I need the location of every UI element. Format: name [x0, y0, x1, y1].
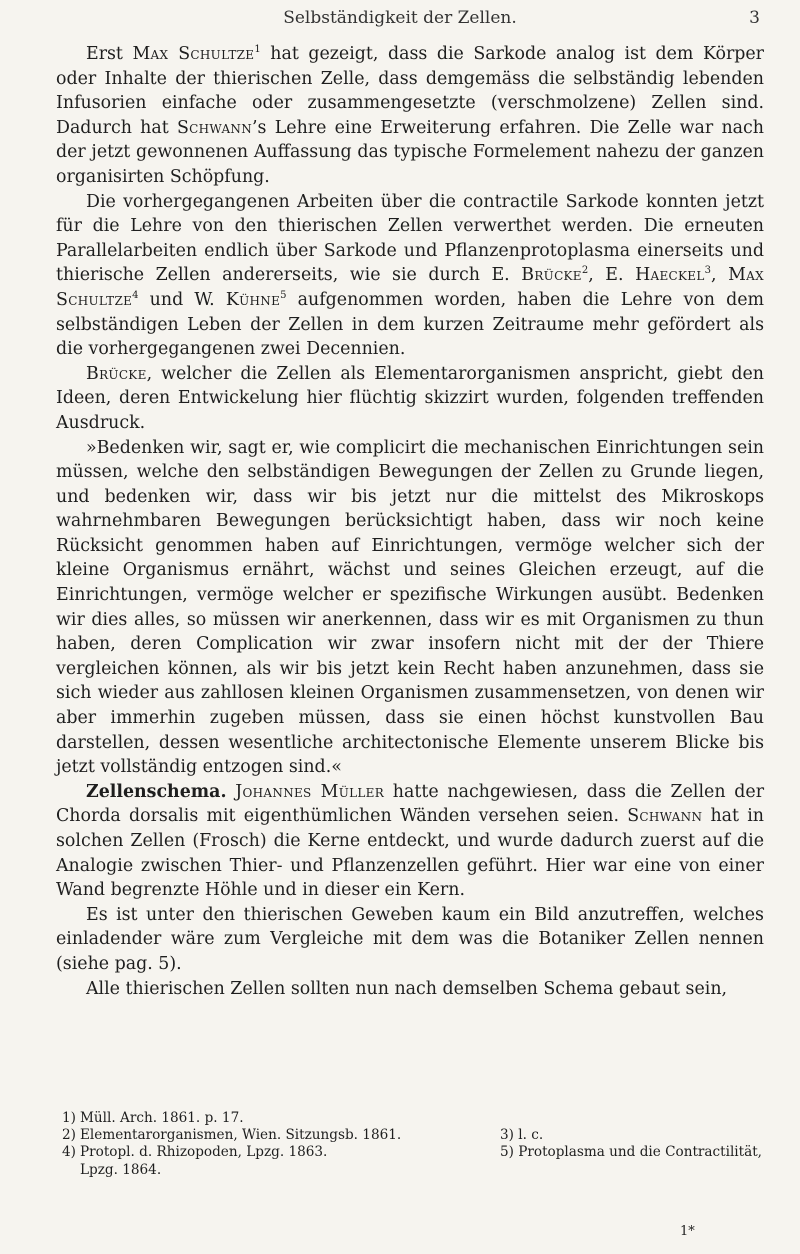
footnote-ref: 4 — [132, 290, 139, 302]
author-name: Haeckel — [635, 265, 705, 286]
footnote — [62, 1144, 762, 1161]
text-run: Es ist unter den thierischen Geweben kaum ein Bild anzutreffen, welches einladender wäre zum Vergleiche mit dem was die Botaniker Zellen nennen (siehe pag. 5). — [56, 904, 764, 974]
author-name: Brücke — [521, 265, 582, 286]
text-run: Erst — [86, 44, 133, 64]
sheet-signature: 1* — [680, 1224, 695, 1239]
footnote-text: Protopl. d. Rhizopoden, Lpzg. 1863. — [80, 1144, 328, 1161]
text-run: aufgenommen worden, haben die Lehre von dem selbständigen Leben der Zellen in dem kurzen Zeitraume mehr gefördert als die vorhergegangenen zwei Decennien. — [56, 289, 765, 360]
text-run: , welcher die Zellen als Elementarorganismen anspricht, giebt den Ideen, deren Entwickelung hier flüchtig skizzirt wurden, folgenden treffenden Ausdruck. — [56, 363, 764, 433]
author-name: Brücke — [86, 363, 147, 384]
author-name: Max Schultze — [132, 44, 255, 64]
text-run: ’s Lehre eine Erweiterung erfahren. Die Zelle war nach der jetzt gewonnenen Auffassung das typische Formelement nahezu der ganzen organisirten Schöpfung. — [56, 117, 764, 187]
paragraph — [56, 42, 764, 190]
text-run: und W. — [138, 289, 226, 310]
text-run: Alle thierischen Zellen sollten nun nach demselben Schema gebaut sein, — [86, 978, 728, 999]
paragraph — [56, 903, 764, 977]
paragraph — [56, 362, 764, 436]
footnote — [62, 1110, 762, 1127]
text-run: hatte nachgewiesen, dass die Zellen der Chorda dorsalis mit eigenthümlichen Wänden versehen seien. — [56, 781, 765, 827]
footnote-text: Elementarorganismen, Wien. Sitzungsb. 1861. — [80, 1127, 402, 1144]
footnote-number — [62, 1162, 80, 1179]
footnote-text: Lpzg. 1864. — [80, 1161, 162, 1178]
text-run: »Bedenken wir, sagt er, wie complicirt die mechanischen Einrichtungen sein müssen, welche den selbständigen Bewegungen der Zellen zu Grunde liegen, und bedenken wir, dass wir bis jetzt nur die mittelst des Mikroskops wahrnehmbaren Bewegungen berücksichtigt haben, dass wir noch keine Rücksicht genommen haben auf Einrichtungen, vermöge welcher sich der kleine Organismus ernährt, wächst und seines Gleichen erzeugt, auf die Einrichtungen, vermöge welcher er spezifische Wirkungen ausübt. Bedenken wir dies alles, so müssen wir anerkennen, dass wir es mit Organismen zu thun haben, deren Complication wir zwar insofern nicht mit der der Thiere vergleichen können, als wir bis jetzt kein Recht haben anzunehmen, dass sie sich wieder aus zahllosen kleinen Organismen zusammensetzen, von denen wir aber immerhin zugeben müssen, dass sie einen höchst kunstvollen Bau darstellen, dessen wesentliche architectonische Elemente unserem Blicke bis jetzt vollständig entzogen sind.« — [56, 437, 764, 778]
paragraph — [56, 780, 764, 903]
running-head: Selbständigkeit der Zellen. — [283, 8, 517, 28]
body-text — [56, 42, 764, 1001]
text-run — [227, 782, 236, 802]
page-number: 3 — [749, 8, 760, 28]
text-run: hat in solchen Zellen (Frosch) die Kerne entdeckt, und wurde dadurch zuerst auf die Analogie zwischen Thier- und Pflanzenzellen geführt. Hier war eine von einer Wand begrenzte Höhle und in dieser ein Kern. — [56, 806, 764, 901]
author-name: Schwann — [627, 806, 703, 827]
footnote-text: Müll. Arch. 1861. p. 17. — [80, 1110, 244, 1126]
footnote — [62, 1127, 762, 1144]
footnote — [62, 1162, 762, 1179]
paragraph — [56, 977, 764, 1002]
author-name: Johannes Müller — [235, 781, 385, 802]
paragraph — [56, 436, 764, 780]
paragraph — [56, 190, 764, 362]
footnote-ref: 5 — [280, 290, 287, 302]
footnote-ref: 1 — [254, 44, 261, 56]
footnote-ref: 3 — [704, 265, 712, 277]
author-name: Schwann — [176, 117, 253, 138]
footnote-ref: 2 — [581, 265, 589, 277]
footnote-number: 2) — [62, 1127, 76, 1144]
author-name: Kühne — [225, 289, 281, 310]
text-run: Die vorhergegangenen Arbeiten über die contractile Sarkode konnten jetzt für die Lehre von den thierischen Zellen verwerthet werden. Die erneuten Parallelarbeiten endlich über Sarkode und Pflanzenprotoplasma einerseits und thierische Zellen andererseits, wie sie durch E. — [56, 191, 764, 286]
section-heading: Zellenschema. — [86, 781, 227, 802]
text-run: , — [711, 265, 729, 286]
text-run: hat gezeigt, dass die Sarkode analog ist dem Körper oder Inhalte der thierischen Zelle, dass demgemäss die selbständig lebenden Infusorien einfache oder zusammengesetzte (verschmolzene) Zellen sind. Dadurch hat — [56, 44, 764, 138]
footnote-text: 5) Protoplasma und die Contractilität, — [499, 1144, 762, 1161]
footnote-number: 1) — [62, 1110, 76, 1126]
footnote-text: 3) l. c. — [500, 1127, 544, 1144]
author-name: Max Schultze — [56, 265, 764, 310]
page-header — [0, 8, 800, 34]
footnotes — [62, 1110, 762, 1179]
footnote-number: 4) — [62, 1144, 76, 1161]
text-run: , E. — [588, 265, 636, 286]
